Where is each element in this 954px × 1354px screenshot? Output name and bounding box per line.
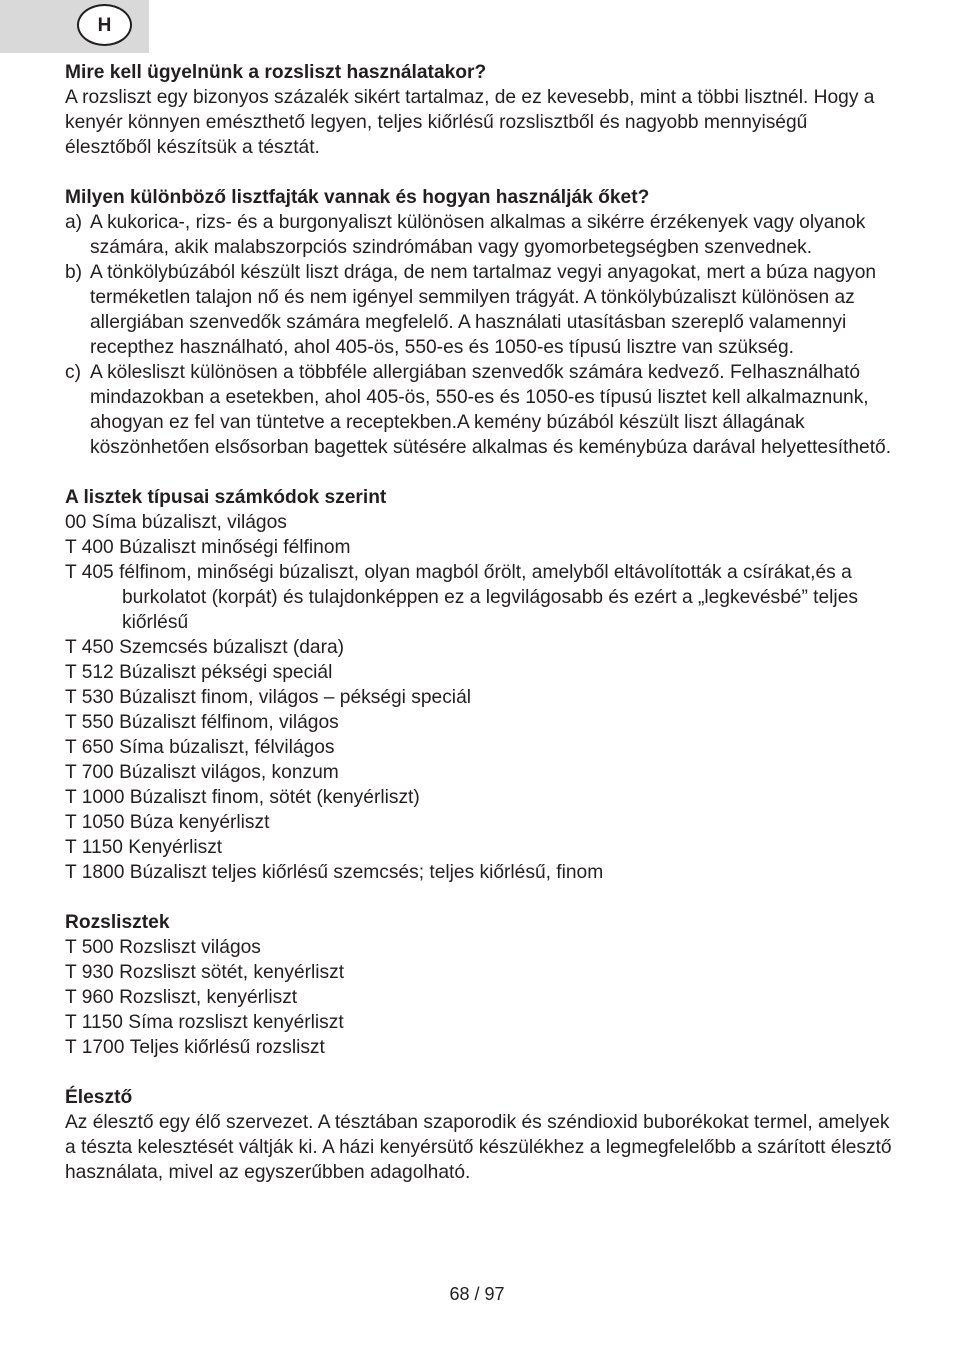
page-content — [65, 60, 895, 1210]
section-heading: A lisztek típusai számkódok szerint — [65, 487, 387, 508]
flour-code: 00 — [65, 512, 92, 533]
flour-description: Szemcsés búzaliszt (dara) — [119, 637, 345, 658]
paragraph: Az élesztő egy élő szervezet. A tésztában szaporodik és széndioxid buborékokat termel, amelyek a tészta kelesztését váltják ki. A házi kenyérsütő készülékhez a legmegfelelőbb a szárított élesztő használata, mivel az egyszerűbben adagolható. — [65, 1112, 892, 1183]
flour-code: T 960 — [65, 987, 120, 1008]
paragraph: A rozsliszt egy bizonyos százalék sikért tartalmaz, de ez kevesebb, mint a többi lisztnél. Hogy a kenyér könnyen emészthető legyen, teljes kiőrlésű rozslisztből és nagyobb mennyiségű élesztőből készítsük a tésztát. — [65, 87, 875, 158]
flour-code: T 405 — [65, 562, 120, 583]
list-item — [65, 685, 895, 710]
list-item — [65, 785, 895, 810]
section-heading: Rozslisztek — [65, 912, 170, 933]
page-number: 68 / 97 — [449, 1284, 505, 1304]
section-rye-flour-usage — [65, 60, 895, 160]
flour-description: Teljes kiőrlésű rozsliszt — [129, 1037, 325, 1058]
flour-code: T 530 — [65, 687, 120, 708]
flour-description: Búzaliszt finom, világos – pékségi speciál — [119, 687, 472, 708]
list-item — [65, 260, 895, 360]
flour-description: Búzaliszt pékségi speciál — [119, 662, 333, 683]
list-item — [65, 960, 895, 985]
section-flour-codes — [65, 485, 895, 885]
flour-description: Búza kenyérliszt — [129, 812, 270, 833]
section-heading: Milyen különböző lisztfajták vannak és hogyan használják őket? — [65, 187, 650, 208]
flour-description: félfinom, minőségi búzaliszt, olyan magból őrölt, amelyből eltávolították a csírákat,és a burkolatot (korpát) és tulajdonképpen ez a legvilágosabb és ezért a „legkevésbé” teljes kiőrlésű — [119, 562, 858, 633]
list-item-text: A tönkölybúzából készült liszt drága, de nem tartalmaz vegyi anyagokat, mert a búza nagyon terméketlen talajon nő és nem igényel semmilyen trágyát. A tönkölybúzaliszt különösen az allergiában szenvedők számára megfelelő. A használati utasításban szereplő valamennyi recepthez használható, ahol 405-ös, 550-es és 1050-es típusú lisztre van szükség. — [90, 262, 877, 358]
list-item — [65, 710, 895, 735]
flour-code: T 930 — [65, 962, 120, 983]
list-item — [65, 735, 895, 760]
language-badge: H — [77, 4, 132, 46]
section-heading: Mire kell ügyelnünk a rozsliszt használatakor? — [65, 62, 487, 83]
list-item-text: A kukorica-, rizs- és a burgonyaliszt különösen alkalmas a sikérre érzékenyek vagy olyanok számára, akik malabszorpciós szindrómában vagy gyomorbetegségben szenvednek. — [90, 212, 866, 258]
flour-code: T 1700 — [65, 1037, 130, 1058]
flour-description: Búzaliszt félfinom, világos — [119, 712, 339, 733]
flour-code: T 400 — [65, 537, 120, 558]
flour-code: T 1150 — [65, 1012, 129, 1033]
flour-description: Rozsliszt, kenyérliszt — [119, 987, 298, 1008]
section-yeast — [65, 1085, 895, 1185]
section-flour-types — [65, 185, 895, 460]
list-item — [65, 1035, 895, 1060]
flour-code: T 650 — [65, 737, 120, 758]
list-item — [65, 835, 895, 860]
list-item — [65, 860, 895, 885]
flour-code: T 512 — [65, 662, 120, 683]
list-item — [65, 560, 895, 635]
flour-description: Rozsliszt sötét, kenyérliszt — [119, 962, 345, 983]
list-item — [65, 660, 895, 685]
flour-code: T 1800 — [65, 862, 130, 883]
flour-description: Síma rozsliszt kenyérliszt — [128, 1012, 344, 1033]
language-tab — [0, 0, 149, 53]
flour-description: Búzaliszt finom, sötét (kenyérliszt) — [129, 787, 420, 808]
flour-description: Búzaliszt minőségi félfinom — [119, 537, 351, 558]
list-item — [65, 1010, 895, 1035]
section-rye-flours — [65, 910, 895, 1060]
section-heading: Élesztő — [65, 1087, 133, 1108]
flour-description: Síma búzaliszt, félvilágos — [119, 737, 335, 758]
list-item — [65, 210, 895, 260]
flour-code: T 500 — [65, 937, 120, 958]
list-item-label: a) — [65, 212, 83, 233]
list-item — [65, 360, 895, 460]
flour-description: Rozsliszt világos — [119, 937, 261, 958]
flour-description: Kenyérliszt — [128, 837, 223, 858]
list-item-label: c) — [65, 362, 81, 383]
flour-code: T 450 — [65, 637, 120, 658]
flour-code: T 1000 — [65, 787, 130, 808]
list-item-label: b) — [65, 262, 83, 283]
flour-code: T 700 — [65, 762, 120, 783]
flour-code: T 1050 — [65, 812, 130, 833]
flour-description: Síma búzaliszt, világos — [91, 512, 287, 533]
list-item — [65, 535, 895, 560]
list-item — [65, 935, 895, 960]
list-item — [65, 985, 895, 1010]
list-item — [65, 635, 895, 660]
flour-code: T 550 — [65, 712, 120, 733]
flour-description: Búzaliszt teljes kiőrlésű szemcsés; teljes kiőrlésű, finom — [129, 862, 604, 883]
list-item — [65, 510, 895, 535]
flour-code: T 1150 — [65, 837, 129, 858]
flour-description: Búzaliszt világos, konzum — [119, 762, 339, 783]
list-item — [65, 810, 895, 835]
list-item — [65, 760, 895, 785]
list-item-text: A kölesliszt különösen a többféle allergiában szenvedők számára kedvező. Felhasználható mindazokban a esetekben, ahol 405-ös, 550-es és 1050-es típusú lisztet kell alkalmaznunk, ahogyan ez fel van tüntetve a receptekben.A kemény búzából készült liszt állagának köszönhetően elsősorban bagettek sütésére alkalmas és keménybúza darával helyettesíthető. — [90, 362, 892, 458]
